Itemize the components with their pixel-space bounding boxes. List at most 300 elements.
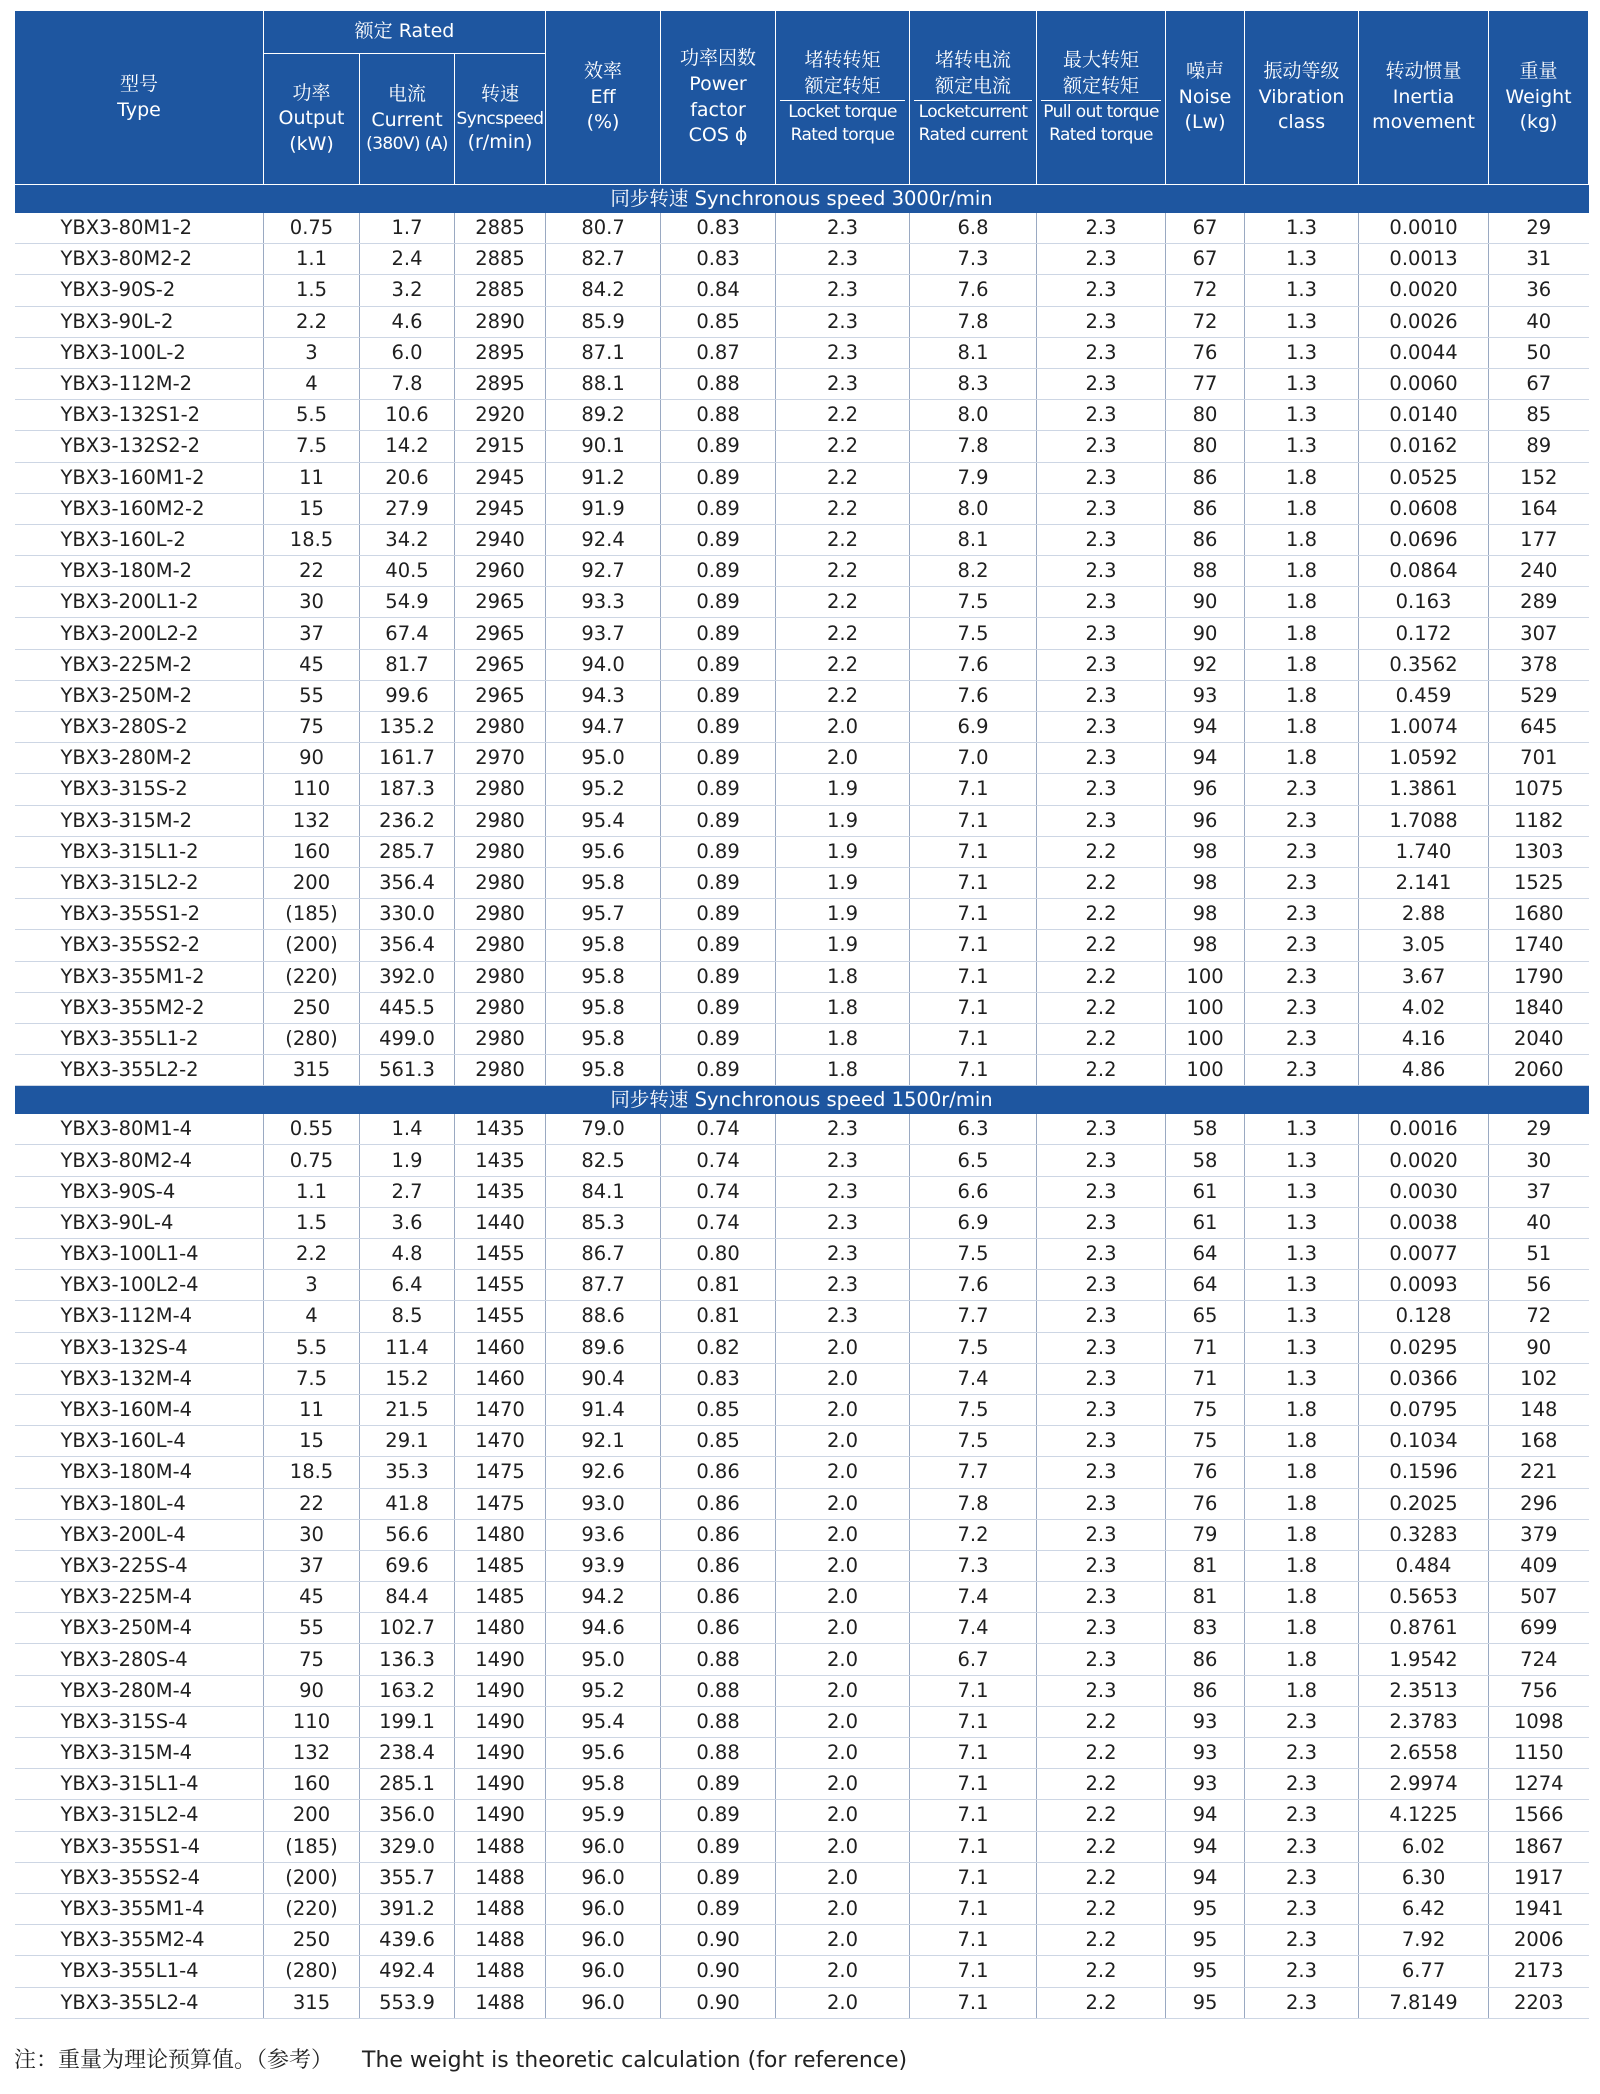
table-cell: 0.0525 [1359, 462, 1489, 493]
table-cell: 0.89 [661, 1893, 776, 1924]
cell-type: YBX3-315S-2 [15, 774, 264, 805]
table-cell: 37 [264, 1550, 360, 1581]
table-cell: 55 [264, 680, 360, 711]
table-cell: 507 [1489, 1582, 1589, 1613]
table-cell: 0.0162 [1359, 431, 1489, 462]
table-cell: 98 [1166, 867, 1245, 898]
table-row [15, 337, 1589, 368]
table-row [15, 1426, 1589, 1457]
table-cell: 40 [1489, 1207, 1589, 1238]
cell-type: YBX3-315M-2 [15, 805, 264, 836]
table-cell: 7.5 [264, 1363, 360, 1394]
table-cell: 8.5 [360, 1301, 455, 1332]
table-cell: 1.9 [776, 867, 910, 898]
table-cell: 96.0 [546, 1893, 661, 1924]
table-cell: 76 [1166, 337, 1245, 368]
table-cell: 0.0044 [1359, 337, 1489, 368]
table-cell: 2980 [455, 774, 546, 805]
table-cell: 0.89 [661, 462, 776, 493]
table-cell: 6.6 [910, 1176, 1037, 1207]
table-cell: 2.3 [1037, 1613, 1166, 1644]
table-cell: 95 [1166, 1925, 1245, 1956]
table-cell: 1.740 [1359, 836, 1489, 867]
table-cell: 67 [1166, 244, 1245, 275]
table-cell: 0.83 [661, 213, 776, 244]
table-cell: 0.88 [661, 400, 776, 431]
table-cell: 1.3 [1245, 1207, 1359, 1238]
table-cell: 61 [1166, 1176, 1245, 1207]
table-row [15, 1239, 1589, 1270]
table-row [15, 213, 1589, 244]
table-cell: 3.05 [1359, 930, 1489, 961]
table-cell: 35.3 [360, 1457, 455, 1488]
table-cell: 0.0140 [1359, 400, 1489, 431]
table-cell: 7.5 [910, 587, 1037, 618]
table-cell: 7.1 [910, 1706, 1037, 1737]
table-header [15, 11, 1589, 185]
table-cell: 645 [1489, 712, 1589, 743]
table-cell: 11 [264, 462, 360, 493]
table-cell: 93.3 [546, 587, 661, 618]
table-cell: 2980 [455, 1055, 546, 1086]
table-row [15, 1457, 1589, 1488]
table-cell: 3.6 [360, 1207, 455, 1238]
table-cell: 2.2 [1037, 867, 1166, 898]
table-cell: 45 [264, 649, 360, 680]
table-cell: 2.3 [1037, 337, 1166, 368]
table-cell: 0.8761 [1359, 1613, 1489, 1644]
table-cell: 27.9 [360, 493, 455, 524]
cell-type: YBX3-280M-4 [15, 1675, 264, 1706]
table-cell: 2.3 [1037, 368, 1166, 399]
table-cell: 1440 [455, 1207, 546, 1238]
table-cell: 0.5653 [1359, 1582, 1489, 1613]
table-cell: 1867 [1489, 1831, 1589, 1862]
table-row [15, 1488, 1589, 1519]
cell-type: YBX3-315L2-2 [15, 867, 264, 898]
table-cell: 2.3 [776, 244, 910, 275]
header-rated: 额定 Rated [264, 11, 546, 54]
table-cell: 91.4 [546, 1394, 661, 1425]
table-cell: 2.3 [776, 1301, 910, 1332]
table-cell: 0.88 [661, 1675, 776, 1706]
table-cell: 7.1 [910, 899, 1037, 930]
table-cell: 492.4 [360, 1956, 455, 1987]
header-noise: 噪声 Noise (Lw) [1166, 11, 1245, 185]
table-cell: 1.8 [1245, 556, 1359, 587]
table-cell: 90 [1166, 587, 1245, 618]
table-cell: 0.0020 [1359, 1145, 1489, 1176]
table-cell: 54.9 [360, 587, 455, 618]
table-cell: 2.3 [1037, 1675, 1166, 1706]
table-cell: 0.74 [661, 1114, 776, 1145]
table-cell: 2.3 [1245, 867, 1359, 898]
table-cell: 7.0 [910, 743, 1037, 774]
table-cell: 1490 [455, 1675, 546, 1706]
table-cell: 10.6 [360, 400, 455, 431]
table-cell: 2.3 [1245, 836, 1359, 867]
cell-type: YBX3-225M-2 [15, 649, 264, 680]
table-cell: 7.1 [910, 836, 1037, 867]
table-cell: 91.9 [546, 493, 661, 524]
cell-type: YBX3-80M1-4 [15, 1114, 264, 1145]
table-cell: 2.2 [1037, 1800, 1166, 1831]
table-cell: 1.7 [360, 213, 455, 244]
cell-type: YBX3-315S-4 [15, 1706, 264, 1737]
table-row [15, 275, 1589, 306]
table-cell: 96.0 [546, 1956, 661, 1987]
table-cell: 1.8 [776, 1055, 910, 1086]
table-cell: 7.5 [910, 1332, 1037, 1363]
table-cell: 163.2 [360, 1675, 455, 1706]
table-cell: 2.2 [1037, 1023, 1166, 1054]
table-cell: 132 [264, 1738, 360, 1769]
table-cell: 6.5 [910, 1145, 1037, 1176]
table-cell: 0.459 [1359, 680, 1489, 711]
table-cell: 6.7 [910, 1644, 1037, 1675]
table-cell: 2.9974 [1359, 1769, 1489, 1800]
section-row [15, 185, 1589, 214]
table-cell: 2.3 [1245, 1925, 1359, 1956]
table-cell: 87.7 [546, 1270, 661, 1301]
table-cell: 14.2 [360, 431, 455, 462]
table-cell: 94 [1166, 1862, 1245, 1893]
table-cell: 2980 [455, 961, 546, 992]
table-cell: 79 [1166, 1519, 1245, 1550]
table-cell: 2.3 [1245, 930, 1359, 961]
table-cell: 0.85 [661, 1426, 776, 1457]
cell-type: YBX3-80M1-2 [15, 213, 264, 244]
table-cell: 0.89 [661, 680, 776, 711]
table-cell: 161.7 [360, 743, 455, 774]
cell-type: YBX3-355S2-2 [15, 930, 264, 961]
table-cell: 1460 [455, 1363, 546, 1394]
cell-type: YBX3-355M1-4 [15, 1893, 264, 1924]
table-cell: 2.2 [776, 618, 910, 649]
table-cell: 98 [1166, 899, 1245, 930]
table-cell: 92.7 [546, 556, 661, 587]
table-cell: 2.3 [1245, 961, 1359, 992]
table-cell: 2.3 [1037, 1207, 1166, 1238]
table-cell: 80 [1166, 431, 1245, 462]
table-cell: 2.2 [264, 1239, 360, 1270]
table-cell: (185) [264, 1831, 360, 1862]
table-cell: 0.89 [661, 649, 776, 680]
table-cell: 82.7 [546, 244, 661, 275]
table-cell: 2920 [455, 400, 546, 431]
table-cell: 90.1 [546, 431, 661, 462]
header-type: 型号 Type [15, 11, 264, 185]
table-cell: 2885 [455, 275, 546, 306]
table-cell: 7.1 [910, 1800, 1037, 1831]
table-cell: 1525 [1489, 867, 1589, 898]
table-cell: 1.8 [1245, 587, 1359, 618]
table-cell: 2.3 [1245, 1023, 1359, 1054]
table-cell: 8.1 [910, 524, 1037, 555]
table-cell: 2203 [1489, 1987, 1589, 2018]
table-cell: 95.0 [546, 1644, 661, 1675]
table-cell: 2.2 [1037, 992, 1166, 1023]
table-cell: 61 [1166, 1207, 1245, 1238]
table-cell: 2.3 [776, 1239, 910, 1270]
table-cell: 1303 [1489, 836, 1589, 867]
table-cell: 7.1 [910, 1675, 1037, 1706]
table-cell: 2.3 [1037, 400, 1166, 431]
table-cell: 2.3 [1037, 774, 1166, 805]
table-cell: 1.8 [1245, 1582, 1359, 1613]
table-cell: 94.3 [546, 680, 661, 711]
table-cell: 1098 [1489, 1706, 1589, 1737]
table-cell: 199.1 [360, 1706, 455, 1737]
table-cell: 95.2 [546, 1675, 661, 1706]
table-cell: 67.4 [360, 618, 455, 649]
table-cell: 1.8 [1245, 1644, 1359, 1675]
table-cell: 0.90 [661, 1987, 776, 2018]
table-cell: 22 [264, 1488, 360, 1519]
table-cell: 95.8 [546, 1055, 661, 1086]
table-row [15, 587, 1589, 618]
table-cell: 2970 [455, 743, 546, 774]
cell-type: YBX3-90L-2 [15, 306, 264, 337]
table-cell: 0.89 [661, 867, 776, 898]
table-cell: 55 [264, 1613, 360, 1644]
table-cell: 0.89 [661, 1862, 776, 1893]
cell-type: YBX3-180M-2 [15, 556, 264, 587]
table-cell: 4.1225 [1359, 1800, 1489, 1831]
table-cell: 1.3 [1245, 275, 1359, 306]
table-cell: 2980 [455, 867, 546, 898]
table-cell: 2.3 [776, 1270, 910, 1301]
table-cell: 2980 [455, 992, 546, 1023]
table-cell: 18.5 [264, 1457, 360, 1488]
table-cell: 2965 [455, 680, 546, 711]
table-cell: 90 [264, 1675, 360, 1706]
cell-type: YBX3-250M-2 [15, 680, 264, 711]
header-inertia: 转动惯量 Inertia movement [1359, 11, 1489, 185]
table-cell: 2.3 [1037, 1550, 1166, 1581]
table-cell: 2.3 [1037, 712, 1166, 743]
motor-spec-table [14, 10, 1589, 2019]
table-cell: 81 [1166, 1550, 1245, 1581]
table-cell: 160 [264, 836, 360, 867]
table-cell: 96.0 [546, 1987, 661, 2018]
table-cell: 1490 [455, 1644, 546, 1675]
table-cell: 58 [1166, 1145, 1245, 1176]
table-cell: 2.3 [1245, 1987, 1359, 2018]
table-cell: 7.1 [910, 1738, 1037, 1769]
table-cell: 2.0 [776, 1675, 910, 1706]
table-cell: 177 [1489, 524, 1589, 555]
section-title: 同步转速 Synchronous speed 1500r/min [15, 1086, 1589, 1115]
table-cell: 1.8 [1245, 1550, 1359, 1581]
table-cell: 8.1 [910, 337, 1037, 368]
table-cell: 96.0 [546, 1862, 661, 1893]
table-cell: 0.84 [661, 275, 776, 306]
table-cell: 1.3 [1245, 1332, 1359, 1363]
table-cell: 67 [1166, 213, 1245, 244]
table-cell: 87.1 [546, 337, 661, 368]
table-row [15, 1582, 1589, 1613]
table-cell: 0.75 [264, 213, 360, 244]
table-cell: 1475 [455, 1457, 546, 1488]
table-cell: 0.55 [264, 1114, 360, 1145]
table-cell: 2.3 [1037, 1644, 1166, 1675]
table-cell: 1.3 [1245, 1176, 1359, 1207]
table-cell: 2.0 [776, 1519, 910, 1550]
table-cell: 0.86 [661, 1550, 776, 1581]
table-cell: 6.3 [910, 1114, 1037, 1145]
table-cell: 15 [264, 493, 360, 524]
table-cell: 2915 [455, 431, 546, 462]
table-cell: 6.30 [1359, 1862, 1489, 1893]
cell-type: YBX3-160M2-2 [15, 493, 264, 524]
table-cell: 6.02 [1359, 1831, 1489, 1862]
table-cell: 95.7 [546, 899, 661, 930]
table-cell: 0.0864 [1359, 556, 1489, 587]
table-cell: 2.0 [776, 1925, 910, 1956]
table-row [15, 462, 1589, 493]
table-cell: 93 [1166, 1769, 1245, 1800]
table-cell: 0.484 [1359, 1550, 1489, 1581]
table-cell: 2.3 [776, 1114, 910, 1145]
cell-type: YBX3-132S1-2 [15, 400, 264, 431]
table-cell: 2.2 [1037, 1831, 1166, 1862]
table-row [15, 899, 1589, 930]
table-cell: 88 [1166, 556, 1245, 587]
table-cell: 110 [264, 1706, 360, 1737]
table-cell: 2965 [455, 587, 546, 618]
cell-type: YBX3-90S-4 [15, 1176, 264, 1207]
table-cell: 7.5 [910, 1394, 1037, 1425]
table-cell: 2895 [455, 368, 546, 399]
table-row [15, 774, 1589, 805]
table-cell: 45 [264, 1582, 360, 1613]
cell-type: YBX3-355S2-4 [15, 1862, 264, 1893]
table-cell: 7.1 [910, 1862, 1037, 1893]
table-cell: 2.3 [1037, 1426, 1166, 1457]
table-cell: 499.0 [360, 1023, 455, 1054]
table-cell: 0.3562 [1359, 649, 1489, 680]
table-cell: 1.3 [1245, 1270, 1359, 1301]
table-cell: 96 [1166, 774, 1245, 805]
table-cell: 2.3 [1037, 1114, 1166, 1145]
table-cell: 90.4 [546, 1363, 661, 1394]
cell-type: YBX3-80M2-4 [15, 1145, 264, 1176]
table-cell: 92.1 [546, 1426, 661, 1457]
table-cell: 1.5 [264, 1207, 360, 1238]
table-cell: 89.2 [546, 400, 661, 431]
table-row [15, 1738, 1589, 1769]
table-cell: 2.0 [776, 1332, 910, 1363]
table-cell: 85.9 [546, 306, 661, 337]
table-row [15, 1394, 1589, 1425]
table-cell: 2980 [455, 899, 546, 930]
table-cell: 6.9 [910, 1207, 1037, 1238]
table-cell: 20.6 [360, 462, 455, 493]
table-cell: 529 [1489, 680, 1589, 711]
cell-type: YBX3-355M2-4 [15, 1925, 264, 1956]
table-cell: 1435 [455, 1145, 546, 1176]
table-cell: 86 [1166, 462, 1245, 493]
table-cell: 135.2 [360, 712, 455, 743]
table-cell: 7.2 [910, 1519, 1037, 1550]
table-cell: 2.0 [776, 1769, 910, 1800]
table-cell: 7.1 [910, 1023, 1037, 1054]
table-cell: 1480 [455, 1519, 546, 1550]
cell-type: YBX3-355S1-4 [15, 1831, 264, 1862]
table-row [15, 1023, 1589, 1054]
table-cell: 1.3 [1245, 337, 1359, 368]
table-cell: 8.2 [910, 556, 1037, 587]
table-cell: 94 [1166, 1800, 1245, 1831]
table-cell: 2.3 [776, 1145, 910, 1176]
table-cell: 7.1 [910, 930, 1037, 961]
cell-type: YBX3-112M-2 [15, 368, 264, 399]
table-cell: 75 [264, 712, 360, 743]
table-cell: 2.3 [1037, 1394, 1166, 1425]
table-cell: 200 [264, 1800, 360, 1831]
table-cell: 0.83 [661, 1363, 776, 1394]
table-cell: 1150 [1489, 1738, 1589, 1769]
table-cell: 95.0 [546, 743, 661, 774]
table-row [15, 368, 1589, 399]
table-cell: 2.0 [776, 1582, 910, 1613]
table-cell: 409 [1489, 1550, 1589, 1581]
table-cell: 0.2025 [1359, 1488, 1489, 1519]
table-cell: 84.1 [546, 1176, 661, 1207]
table-cell: 5.5 [264, 1332, 360, 1363]
table-row [15, 1550, 1589, 1581]
table-cell: 2.3 [1037, 1332, 1166, 1363]
table-cell: 0.0077 [1359, 1239, 1489, 1270]
table-cell: 98 [1166, 836, 1245, 867]
table-cell: 2895 [455, 337, 546, 368]
table-cell: 56 [1489, 1270, 1589, 1301]
cell-type: YBX3-160L-2 [15, 524, 264, 555]
table-cell: 80.7 [546, 213, 661, 244]
cell-type: YBX3-200L-4 [15, 1519, 264, 1550]
table-row [15, 556, 1589, 587]
table-cell: 92.6 [546, 1457, 661, 1488]
table-cell: 2.3 [1245, 1893, 1359, 1924]
table-cell: 756 [1489, 1675, 1589, 1706]
table-row [15, 1644, 1589, 1675]
table-cell: 100 [1166, 961, 1245, 992]
table-cell: 4 [264, 1301, 360, 1332]
table-cell: 7.5 [910, 1239, 1037, 1270]
table-cell: 0.81 [661, 1270, 776, 1301]
table-row [15, 1114, 1589, 1145]
table-cell: 0.89 [661, 961, 776, 992]
table-cell: 2.3 [776, 1176, 910, 1207]
table-cell: 1.3 [1245, 1239, 1359, 1270]
table-cell: 1.3 [1245, 431, 1359, 462]
table-cell: 1488 [455, 1956, 546, 1987]
table-cell: 0.89 [661, 431, 776, 462]
table-cell: 1455 [455, 1239, 546, 1270]
table-cell: 6.77 [1359, 1956, 1489, 1987]
table-cell: 86 [1166, 524, 1245, 555]
table-cell: 2.0 [776, 1613, 910, 1644]
table-cell: 2.3 [1037, 680, 1166, 711]
table-cell: 1435 [455, 1176, 546, 1207]
table-cell: 0.80 [661, 1239, 776, 1270]
table-cell: 95 [1166, 1893, 1245, 1924]
table-cell: 0.81 [661, 1301, 776, 1332]
cell-type: YBX3-280M-2 [15, 743, 264, 774]
table-cell: 2.3 [1245, 1800, 1359, 1831]
table-cell: 11.4 [360, 1332, 455, 1363]
